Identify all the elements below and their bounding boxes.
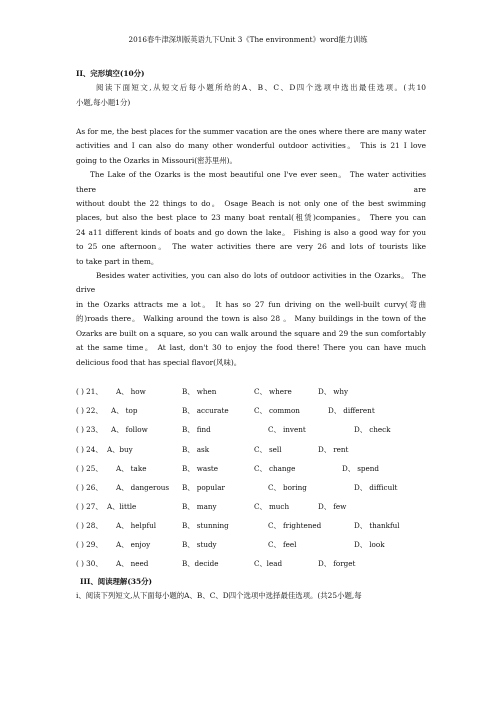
- option-c: C、 boring: [268, 483, 307, 492]
- option-c: C、lead: [254, 559, 283, 568]
- option-b: B、 ask: [182, 445, 210, 454]
- option-c: C、 much: [254, 502, 290, 511]
- question-number: ( ) 30、: [76, 559, 103, 568]
- passage-line: Besides water activities, you can also do lots of outdoor activities in the Ozarks。 The drive: [76, 271, 426, 295]
- option-a: A、 enjoy: [116, 540, 151, 549]
- section-heading: III、阅读理解(35分): [80, 577, 152, 586]
- question-number: ( ) 23、: [76, 425, 103, 434]
- question-number: ( ) 21、: [76, 387, 103, 396]
- option-d: D、 rent: [318, 445, 349, 454]
- passage-line: delicious food that has special flavor(风味)。: [76, 357, 242, 367]
- question-number: ( ) 22、: [76, 406, 103, 415]
- option-b: B、 stunning: [182, 521, 229, 530]
- option-d: D、 difficult: [354, 483, 398, 492]
- option-a: A、 take: [116, 464, 147, 473]
- passage-line: Ozarks are built on a square, so you can walk around the square and 29 the sun comfortably: [76, 328, 426, 338]
- passage-line: in the Ozarks attracts me a lot。 It has so 27 fun driving on the well-built curvy(弯曲: [76, 299, 426, 309]
- passage-line: 的)roads there。 Walking around the town is also 28 。 Many buildings in the town of the: [76, 314, 426, 324]
- option-d: D、 why: [318, 387, 349, 396]
- option-d: D、 few: [318, 502, 347, 511]
- passage-line: at the same time。 At last, don't 30 to enjoy the food there! There you can have much: [76, 343, 426, 353]
- option-c: C、 frightened: [268, 521, 322, 530]
- option-b: B、decide: [182, 559, 219, 568]
- option-d: D、 thankful: [354, 521, 400, 530]
- passage-line: activities and I can also do many other wonderful outdoor activities。 This is 21 I love: [76, 141, 426, 151]
- option-b: B、 study: [182, 540, 217, 549]
- passage-line: to take part in them。: [76, 256, 159, 266]
- option-c: C、 change: [254, 464, 296, 473]
- passage-line: As for me, the best places for the summer vacation are the ones where there are many water: [76, 127, 426, 136]
- instruction-line: 阅读下面短文,从短文后每小题所给的A、B、C、D四个选项中选出最佳选项。(共10: [96, 83, 426, 93]
- option-c: C、 invent: [268, 425, 306, 434]
- section-heading: II、完形填空(10分): [76, 69, 145, 78]
- passage-line: places, but also the best place to 23 many boat rental(租赁)companies。 There you can: [76, 213, 426, 223]
- question-number: ( ) 28、: [76, 521, 103, 530]
- question-number: ( ) 29、: [76, 540, 103, 549]
- option-b: B、 many: [182, 502, 217, 511]
- question-number: ( ) 24、: [76, 445, 103, 454]
- option-d: D、 forget: [318, 559, 356, 568]
- instruction-line: 小题,每小题1分): [76, 97, 131, 107]
- option-d: D、 different: [328, 406, 375, 415]
- option-d: D、 check: [354, 425, 391, 434]
- question-number: ( ) 25、: [76, 464, 103, 473]
- option-a: A、little: [107, 502, 137, 511]
- instruction-line: i、阅读下列短文,从下面每小题的A、B、C、D四个选项中选择最佳选项。(共25小题,每: [76, 591, 362, 601]
- option-b: B、 find: [182, 425, 211, 434]
- cloze-passage: [76, 125, 426, 370]
- question-number: ( ) 26、: [76, 483, 103, 492]
- document-title: 2016春牛津深圳版英语九下Unit 3《The environment》word能力训练: [128, 35, 368, 44]
- option-b: B、 popular: [182, 483, 225, 492]
- passage-line: without doubt the 22 things to do。 Osage Beach is not only one of the best swimming: [76, 199, 426, 209]
- option-a: A、 how: [116, 387, 146, 396]
- option-a: A、 follow: [111, 425, 148, 434]
- option-b: B、 accurate: [182, 406, 229, 415]
- passage-line: going to the Ozarks in Missouri(密苏里州)。: [76, 155, 237, 165]
- option-a: A、buy: [107, 445, 133, 454]
- option-a: A、 need: [116, 559, 149, 568]
- cloze-section: [76, 67, 426, 110]
- option-c: C、 feel: [268, 540, 297, 549]
- option-c: C、 where: [254, 387, 292, 396]
- passage-line: 24 a11 different kinds of boats and go down the lake。 Fishing is also a good way for you: [76, 227, 426, 237]
- option-a: A、 top: [111, 406, 138, 415]
- passage-line: The Lake of the Ozarks is the most beautiful one I've ever seen。 The water activities there are: [76, 170, 426, 194]
- passage-line: to 25 one afternoon。 The water activities there are very 26 and lots of tourists like: [76, 242, 426, 252]
- option-c: C、 sell: [254, 445, 282, 454]
- option-b: B、 waste: [182, 464, 219, 473]
- option-a: A、 dangerous: [116, 483, 170, 492]
- option-c: C、 common: [254, 406, 300, 415]
- question-number: ( ) 27、: [76, 502, 103, 511]
- option-a: A、 helpful: [116, 521, 157, 530]
- option-d: D、 look: [354, 540, 385, 549]
- option-b: B、 when: [182, 387, 217, 396]
- reading-section: [76, 575, 426, 604]
- option-d: D、 spend: [342, 464, 380, 473]
